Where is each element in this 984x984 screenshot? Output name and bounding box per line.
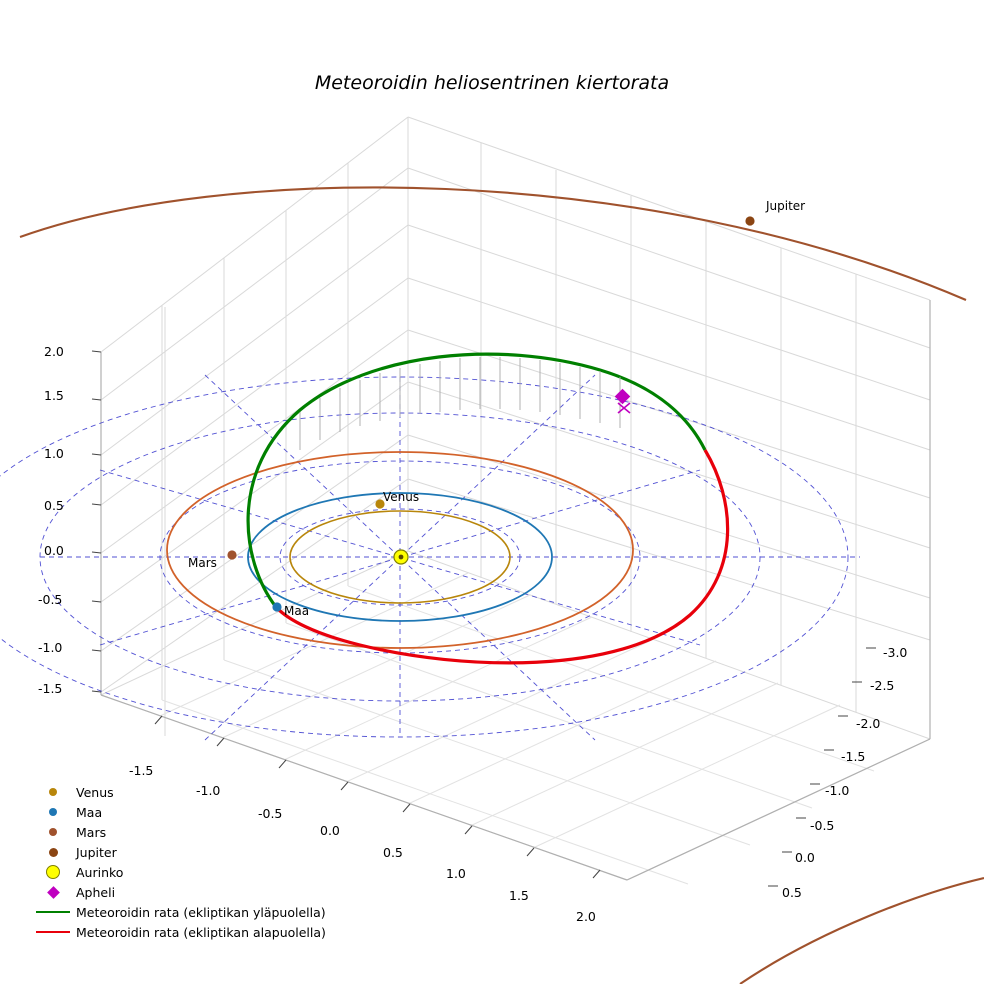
z-tick-label: -1.5: [38, 681, 63, 696]
z-tick-label: 1.0: [44, 446, 64, 461]
legend-item-apheli: [30, 882, 360, 902]
venus-dot-icon: [30, 788, 76, 796]
aphelion-diamond-icon: [30, 888, 76, 897]
y-tick-label: -3.0: [883, 645, 908, 660]
x-tick-label: 1.5: [509, 888, 529, 903]
pane-grid: [101, 117, 930, 884]
mars-dot-icon: [30, 828, 76, 836]
z-tick-label: 1.5: [44, 388, 64, 403]
z-tick-label: -0.5: [38, 592, 63, 607]
earth-marker: [272, 602, 281, 611]
legend-item-orbit-above: [30, 902, 360, 922]
x-tick-label: 0.0: [320, 823, 340, 838]
sun-core: [399, 555, 404, 560]
green-line-icon: [30, 911, 76, 913]
x-tick-label: -0.5: [258, 806, 283, 821]
x-tick-label: 2.0: [576, 909, 596, 924]
legend-label: Apheli: [76, 884, 116, 900]
legend-label: Meteoroidin rata (ekliptikan yläpuolella): [76, 904, 326, 920]
legend: [30, 782, 360, 942]
red-line-icon: [30, 931, 76, 933]
jupiter-marker: [745, 216, 754, 225]
legend-item-jupiter: [30, 842, 360, 862]
body-markers: [227, 216, 754, 611]
earth-dot-icon: [30, 808, 76, 816]
z-tick-label: 2.0: [44, 344, 64, 359]
x-tick-label: -1.5: [129, 763, 154, 778]
y-tick-label: -0.5: [810, 818, 835, 833]
legend-label: Meteoroidin rata (ekliptikan alapuolella): [76, 924, 326, 940]
earth-annotation: Maa: [284, 604, 310, 618]
y-tick-label: -2.0: [856, 716, 881, 731]
legend-item-orbit-below: [30, 922, 360, 942]
y-tick-label: 0.5: [782, 885, 802, 900]
legend-label: Aurinko: [76, 864, 124, 880]
x-tick-label: 0.5: [383, 845, 403, 860]
y-tick-label: 0.0: [795, 850, 815, 865]
legend-item-aurinko: [30, 862, 360, 882]
z-tick-label: 0.5: [44, 498, 64, 513]
y-tick-label: -2.5: [870, 678, 895, 693]
x-tick-label: -1.0: [196, 783, 221, 798]
legend-label: Mars: [76, 824, 107, 840]
venus-annotation: Venus: [383, 490, 420, 504]
meteoroid-orbit-above-ecliptic: [248, 354, 705, 607]
x-tick-label: 1.0: [446, 866, 466, 881]
legend-item-maa: [30, 802, 360, 822]
legend-label: Venus: [76, 784, 114, 800]
legend-label: Maa: [76, 804, 103, 820]
y-tick-label: -1.0: [825, 783, 850, 798]
z-tick-label: 0.0: [44, 543, 64, 558]
legend-item-mars: [30, 822, 360, 842]
jupiter-annotation: Jupiter: [766, 199, 806, 213]
sun-dot-icon: [30, 865, 76, 879]
legend-label: Jupiter: [76, 844, 117, 860]
y-tick-label: -1.5: [841, 749, 866, 764]
z-tick-label: -1.0: [38, 640, 63, 655]
ecliptic-reference-grid: [0, 375, 860, 740]
mars-marker: [227, 550, 236, 559]
chart-title: Meteoroidin heliosentrinen kiertorata: [314, 72, 670, 94]
jupiter-orbit-lower: [740, 878, 984, 984]
jupiter-dot-icon: [30, 848, 76, 857]
legend-item-venus: [30, 782, 360, 802]
jupiter-orbit-upper: [20, 187, 966, 300]
mars-annotation: Mars: [188, 556, 217, 570]
